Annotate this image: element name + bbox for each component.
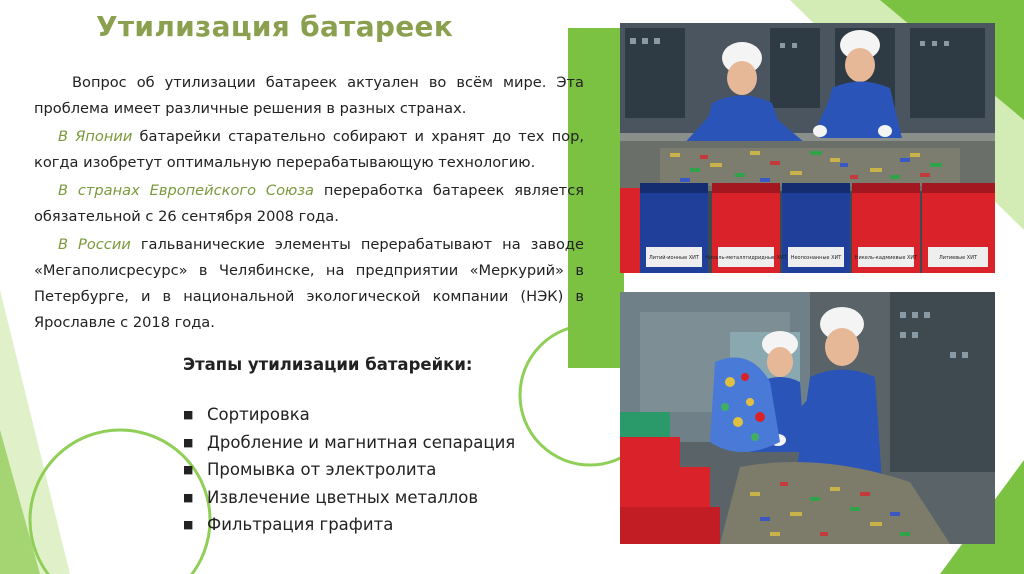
paragraph-highlight: В России <box>58 236 131 253</box>
bin-label: Никель-металлгидридные ХИТ <box>705 255 787 261</box>
paragraph-text: Вопрос об утилизации батареек актуален во всём мире. Эта проблема имеет различные решения в разных странах. <box>34 74 584 117</box>
paragraph-text: батарейки старательно собирают и хранят до тех пор, когда изобретут оптимальную перерабатывающую технологию. <box>34 128 584 171</box>
bullet-icon: ■ <box>183 435 194 449</box>
photo-battery-pouring <box>620 292 995 544</box>
bin-label: Литиевые ХИТ <box>938 255 978 261</box>
list-item: ■ Извлечение цветных металлов <box>183 484 515 512</box>
paragraph-eu <box>34 178 584 230</box>
list-item: ■ Фильтрация графита <box>183 511 515 539</box>
paragraph-text: переработка батареек является обязательной с 26 сентября 2008 года. <box>34 182 584 225</box>
paragraph-text: гальванические элементы перерабатывают на заводе «Мегаполисресурс» в Челябинске, на предприятии «Меркурий» в Петербурге, и в национальной экологической компании (НЭК) в Ярославле с 2018 года. <box>34 236 584 331</box>
list-item: ■ Дробление и магнитная сепарация <box>183 429 515 457</box>
list-item: ■ Сортировка <box>183 401 515 429</box>
paragraph-highlight: В Японии <box>58 128 133 145</box>
paragraph-intro <box>34 70 584 122</box>
photo-battery-sorting <box>620 23 995 273</box>
bullet-icon: ■ <box>183 490 194 504</box>
bullet-icon: ■ <box>183 408 194 421</box>
bin-label: Никель-кадмиевые ХИТ <box>854 255 918 261</box>
body-text <box>34 70 584 338</box>
slide-title: Утилизация батареек <box>96 10 454 43</box>
paragraph-japan <box>34 124 584 176</box>
list-item: ■ Промывка от электролита <box>183 456 515 484</box>
paragraph-russia <box>34 232 584 336</box>
stages-heading: Этапы утилизации батарейки: <box>183 355 473 374</box>
stages-list <box>183 401 515 539</box>
bin-label: Литий-ионные ХИТ <box>649 255 699 261</box>
paragraph-highlight: В странах Европейского Союза <box>58 182 314 199</box>
bullet-icon: ■ <box>183 518 194 531</box>
bullet-icon: ■ <box>183 463 194 476</box>
bin-label: Неопознанные ХИТ <box>790 255 842 261</box>
